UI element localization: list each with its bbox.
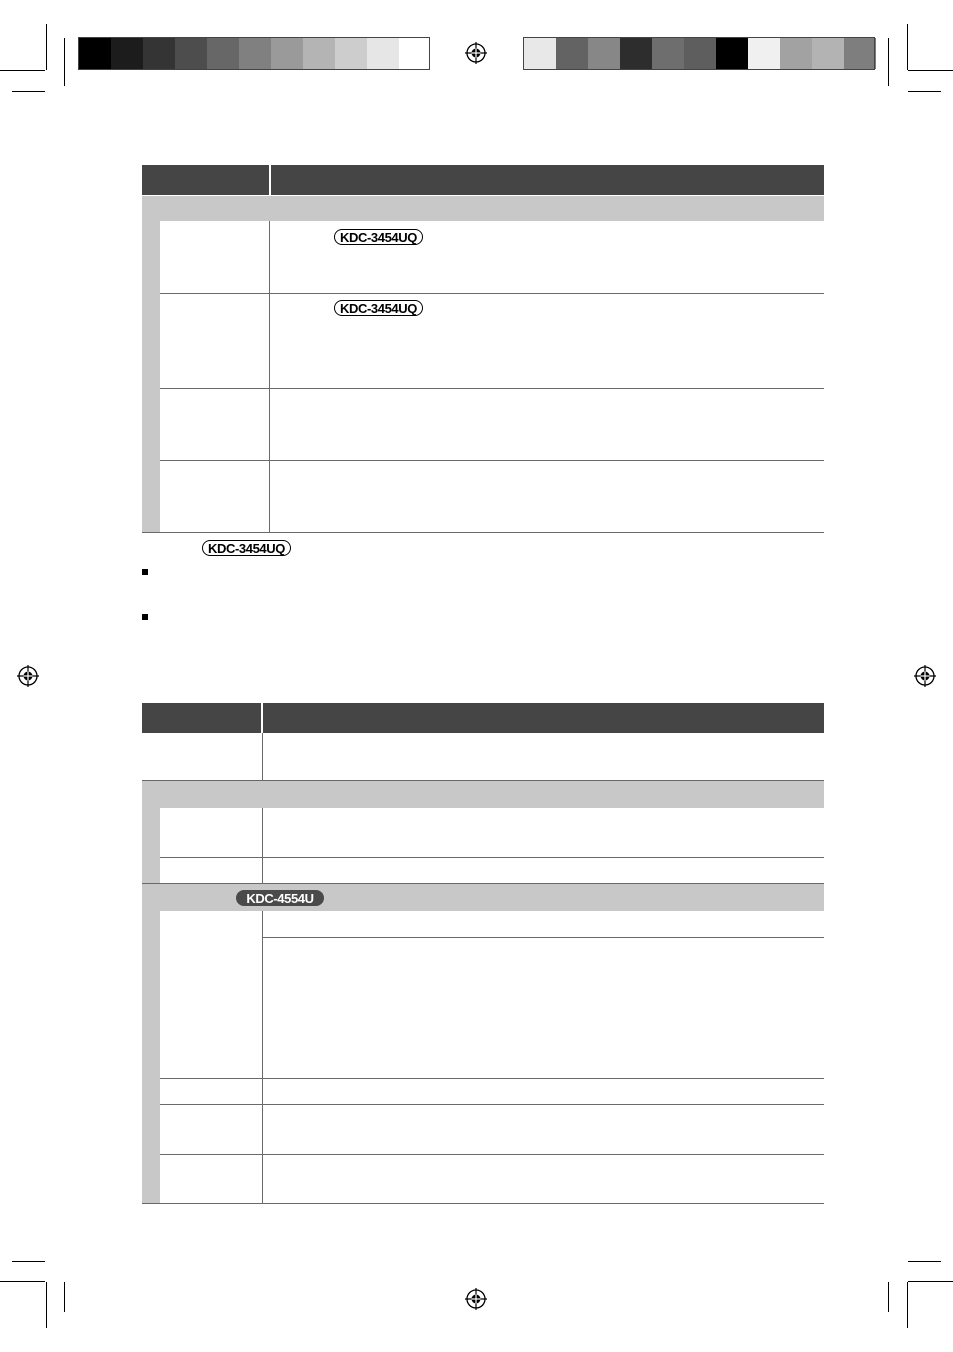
- table-2-section-bar: [142, 781, 824, 808]
- table-1-header-col1: [142, 165, 269, 195]
- crop-mark: [908, 1261, 941, 1262]
- table-1-bottom-rule: [142, 532, 824, 533]
- table-1-row-divider: [160, 460, 824, 461]
- crop-mark: [64, 38, 65, 86]
- table-2-header-col1: [142, 703, 261, 733]
- crop-mark: [907, 1282, 908, 1328]
- model-badge: KDC-3454UQ: [202, 540, 291, 556]
- registration-target-icon: [465, 1288, 487, 1310]
- square-bullet-icon: [142, 614, 148, 620]
- crop-mark: [0, 1281, 45, 1282]
- crop-mark: [888, 1282, 889, 1312]
- table-1-header-col2: [271, 165, 824, 195]
- table-2-section-indent: [142, 808, 160, 883]
- table-1-section-indent: [142, 221, 160, 532]
- table-2-section-indent: [142, 911, 160, 1203]
- table-2-row-divider: [160, 1078, 824, 1079]
- table-2-bottom-rule: [142, 1203, 824, 1204]
- table-2-header-col2: [263, 703, 824, 733]
- table-2-column-divider: [262, 808, 263, 883]
- crop-mark: [908, 91, 941, 92]
- crop-mark: [12, 1261, 45, 1262]
- registration-target-icon: [465, 42, 487, 64]
- registration-target-icon: [914, 665, 936, 687]
- crop-mark: [64, 1282, 65, 1312]
- crop-mark: [907, 24, 908, 70]
- table-1-section-bar: [142, 196, 824, 221]
- table-1-row-divider: [160, 388, 824, 389]
- crop-mark: [0, 70, 45, 71]
- square-bullet-icon: [142, 569, 148, 575]
- model-badge: KDC-3454UQ: [334, 300, 423, 316]
- table-1-row-divider: [160, 293, 824, 294]
- crop-mark: [12, 91, 45, 92]
- crop-mark: [888, 38, 889, 86]
- table-2-column-divider: [262, 911, 263, 1203]
- model-badge: KDC-4554U: [236, 890, 324, 906]
- table-2-column-divider: [262, 733, 263, 780]
- table-1-column-divider: [269, 221, 270, 532]
- table-2-row-divider: [160, 857, 824, 858]
- color-bar-left-frame: [78, 37, 430, 70]
- registration-target-icon: [17, 665, 39, 687]
- color-bar-right-frame: [523, 37, 875, 70]
- table-2-row-divider: [160, 1154, 824, 1155]
- crop-mark: [908, 70, 953, 71]
- model-badge: KDC-3454UQ: [334, 229, 423, 245]
- table-2-row-divider: [160, 1104, 824, 1105]
- crop-mark: [46, 1282, 47, 1328]
- crop-mark: [46, 24, 47, 70]
- crop-mark: [908, 1281, 953, 1282]
- table-2-row-divider: [263, 937, 824, 938]
